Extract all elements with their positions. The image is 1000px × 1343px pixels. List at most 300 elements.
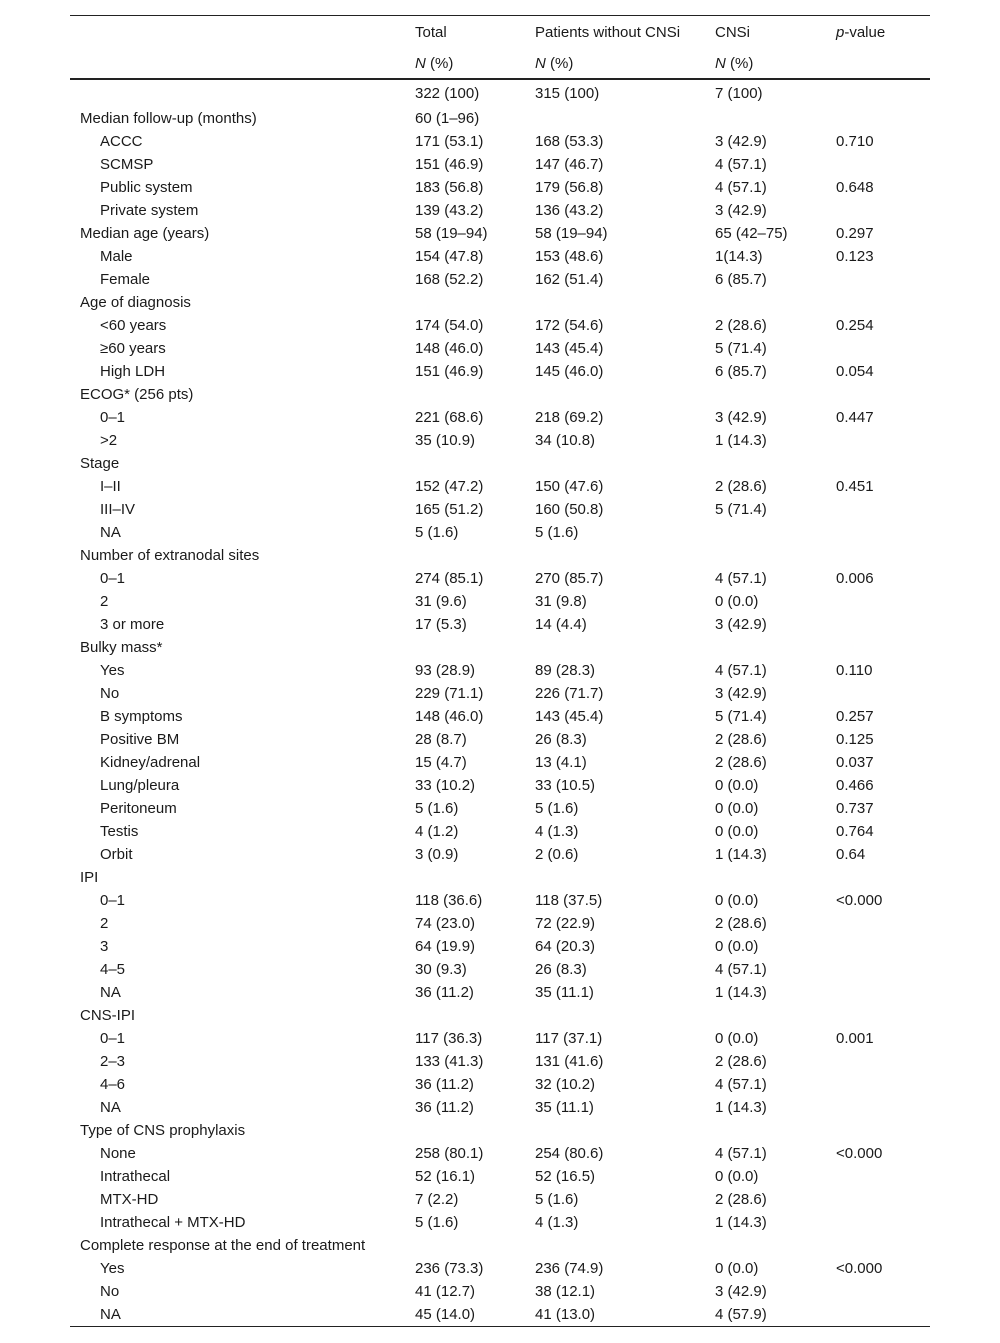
cell-cnsi xyxy=(715,107,836,130)
cell-without-cnsi: 5 (1.6) xyxy=(535,1191,579,1208)
cell-cnsi: 3 (42.9) xyxy=(715,1283,767,1300)
cell-without-cnsi: 218 (69.2) xyxy=(535,409,604,426)
cell-total: 117 (36.3) xyxy=(415,1030,483,1047)
cell-without-cnsi xyxy=(535,291,715,314)
cell-p-value xyxy=(836,291,930,314)
cell-total: 183 (56.8) xyxy=(415,179,484,196)
table-row xyxy=(70,1211,930,1234)
table-row xyxy=(70,728,930,751)
cell-without-cnsi: 118 (37.5) xyxy=(535,892,603,909)
cell-without-cnsi: 4 (1.3) xyxy=(535,823,579,840)
table-row xyxy=(70,1073,930,1096)
cell-cnsi: 2 (28.6) xyxy=(715,731,767,748)
cell-p-value: 0.054 xyxy=(836,363,874,380)
row-label: Bulky mass* xyxy=(80,639,163,656)
cell-total: 118 (36.6) xyxy=(415,892,483,909)
row-label: NA xyxy=(70,1303,415,1327)
row-label: NA xyxy=(100,984,121,1001)
cell-total xyxy=(415,1004,535,1027)
cell-p-value xyxy=(836,935,930,958)
cell-without-cnsi: 150 (47.6) xyxy=(535,478,604,495)
header-without-cnsi: Patients without CNSi xyxy=(535,23,681,41)
table-row xyxy=(70,958,930,981)
cell-p-value xyxy=(836,498,930,521)
cell-cnsi: 2 (28.6) xyxy=(715,478,767,495)
row-label: Stage xyxy=(80,455,120,472)
cell-without-cnsi: 26 (8.3) xyxy=(535,961,587,978)
header-units-cnsi xyxy=(715,48,836,79)
cell-p-value: 0.648 xyxy=(836,179,874,196)
row-label: Lung/pleura xyxy=(100,777,180,794)
cell-without-cnsi xyxy=(535,866,715,889)
table-row xyxy=(70,682,930,705)
cell-without-cnsi: 13 (4.1) xyxy=(535,754,587,771)
cell-cnsi: 7 (100) xyxy=(715,85,763,102)
row-label: 0–1 xyxy=(100,892,126,909)
cell-total: 174 (54.0) xyxy=(415,317,484,334)
row-label: Positive BM xyxy=(100,731,180,748)
table-row xyxy=(70,337,930,360)
row-label: ACCC xyxy=(100,133,143,150)
row-label: CNS-IPI xyxy=(80,1007,136,1024)
cell-without-cnsi: 168 (53.3) xyxy=(535,133,604,150)
cell-p-value xyxy=(836,452,930,475)
cell-p-value xyxy=(836,636,930,659)
table-row xyxy=(70,1188,930,1211)
cell-without-cnsi: 35 (11.1) xyxy=(535,984,594,1001)
cell-p-value xyxy=(836,1050,930,1073)
table-row xyxy=(70,429,930,452)
cell-p-value xyxy=(836,1211,930,1234)
cell-cnsi xyxy=(715,1004,836,1027)
cell-cnsi: 0 (0.0) xyxy=(715,892,759,909)
cell-without-cnsi: 226 (71.7) xyxy=(535,685,604,702)
cell-p-value xyxy=(836,199,930,222)
header-p-value xyxy=(836,16,930,48)
cell-p-value xyxy=(836,1119,930,1142)
row-label: 0–1 xyxy=(100,570,126,587)
table-row xyxy=(70,176,930,199)
row-label: Female xyxy=(100,271,151,288)
cell-cnsi: 5 (71.4) xyxy=(715,708,767,725)
cell-without-cnsi: 147 (46.7) xyxy=(535,156,604,173)
table-row xyxy=(70,475,930,498)
row-label: Median age (years) xyxy=(80,225,210,242)
cell-cnsi: 6 (85.7) xyxy=(715,271,767,288)
row-label: Complete response at the end of treatment xyxy=(80,1237,366,1254)
cell-without-cnsi: 172 (54.6) xyxy=(535,317,604,334)
characteristics-table xyxy=(70,15,930,1327)
cell-without-cnsi: 38 (12.1) xyxy=(535,1283,596,1300)
table-row xyxy=(70,1142,930,1165)
cell-total: 28 (8.7) xyxy=(415,731,467,748)
row-label: 2–3 xyxy=(100,1053,126,1070)
cell-cnsi: 4 (57.1) xyxy=(715,179,767,196)
cell-p-value: 0.64 xyxy=(836,846,866,863)
cell-without-cnsi xyxy=(535,1004,715,1027)
cell-total: 139 (43.2) xyxy=(415,202,484,219)
table-row xyxy=(70,268,930,291)
cell-without-cnsi: 143 (45.4) xyxy=(535,340,604,357)
cell-total: 58 (19–94) xyxy=(415,225,488,242)
cell-cnsi: 0 (0.0) xyxy=(715,777,759,794)
table-row xyxy=(70,79,930,107)
cell-total: 148 (46.0) xyxy=(415,708,484,725)
cell-cnsi: 1 (14.3) xyxy=(715,1099,767,1116)
table-row xyxy=(70,544,930,567)
cell-without-cnsi xyxy=(535,544,715,567)
cell-p-value xyxy=(836,981,930,1004)
cell-without-cnsi: 26 (8.3) xyxy=(535,731,587,748)
cell-total: 45 (14.0) xyxy=(415,1303,535,1327)
row-label: B symptoms xyxy=(100,708,183,725)
table-row xyxy=(70,222,930,245)
table-row xyxy=(70,567,930,590)
cell-total xyxy=(415,544,535,567)
cell-without-cnsi: 5 (1.6) xyxy=(535,800,579,817)
row-label: Testis xyxy=(100,823,139,840)
cell-without-cnsi: 64 (20.3) xyxy=(535,938,596,955)
cell-cnsi: 65 (42–75) xyxy=(715,225,788,242)
row-label: IPI xyxy=(80,869,99,886)
cell-p-value: 0.466 xyxy=(836,777,874,794)
table-row xyxy=(70,383,930,406)
cell-without-cnsi: 145 (46.0) xyxy=(535,363,604,380)
cell-total: 74 (23.0) xyxy=(415,915,476,932)
cell-cnsi: 0 (0.0) xyxy=(715,1168,759,1185)
cell-cnsi: 2 (28.6) xyxy=(715,1053,767,1070)
cell-without-cnsi: 236 (74.9) xyxy=(535,1260,604,1277)
cell-p-value: 0.451 xyxy=(836,478,874,495)
cell-without-cnsi xyxy=(535,452,715,475)
row-label: <60 years xyxy=(100,317,167,334)
cell-cnsi: 4 (57.1) xyxy=(715,662,767,679)
cell-cnsi: 4 (57.9) xyxy=(715,1303,836,1327)
row-label: ≥60 years xyxy=(100,340,166,357)
row-label: 2 xyxy=(100,915,109,932)
cell-without-cnsi: 143 (45.4) xyxy=(535,708,604,725)
cell-total: 93 (28.9) xyxy=(415,662,476,679)
cell-total: 165 (51.2) xyxy=(415,501,484,518)
table-row xyxy=(70,774,930,797)
cell-cnsi xyxy=(715,291,836,314)
cell-p-value xyxy=(836,521,930,544)
table-row xyxy=(70,889,930,912)
cell-cnsi xyxy=(715,544,836,567)
cell-p-value xyxy=(836,590,930,613)
cell-p-value: <0.000 xyxy=(836,1260,883,1277)
cell-p-value xyxy=(836,1188,930,1211)
cell-p-value: 0.297 xyxy=(836,225,874,242)
cell-cnsi: 4 (57.1) xyxy=(715,1145,767,1162)
header-p-rest: -value xyxy=(844,23,886,41)
table-row xyxy=(70,912,930,935)
table-row xyxy=(70,1280,930,1303)
cell-total: 154 (47.8) xyxy=(415,248,484,265)
cell-p-value xyxy=(836,1004,930,1027)
table-row xyxy=(70,107,930,130)
cell-without-cnsi xyxy=(535,1234,715,1257)
table-row xyxy=(70,981,930,1004)
table-row xyxy=(70,452,930,475)
cell-cnsi: 1 (14.3) xyxy=(715,984,767,1001)
row-label: MTX-HD xyxy=(100,1191,159,1208)
cell-p-value: <0.000 xyxy=(836,892,883,909)
cell-p-value xyxy=(836,1073,930,1096)
row-label: Intrathecal xyxy=(100,1168,171,1185)
cell-cnsi: 0 (0.0) xyxy=(715,1030,759,1047)
cell-total: 236 (73.3) xyxy=(415,1260,484,1277)
table-row xyxy=(70,199,930,222)
n-italic: N xyxy=(535,54,546,72)
cell-p-value: 0.125 xyxy=(836,731,874,748)
cell-cnsi: 3 (42.9) xyxy=(715,685,767,702)
table-row xyxy=(70,636,930,659)
n-italic: N xyxy=(415,54,426,72)
cell-cnsi: 2 (28.6) xyxy=(715,317,767,334)
cell-total: 151 (46.9) xyxy=(415,363,484,380)
table-row xyxy=(70,935,930,958)
cell-cnsi: 3 (42.9) xyxy=(715,202,767,219)
cell-total xyxy=(415,291,535,314)
table-row xyxy=(70,820,930,843)
row-label: 0–1 xyxy=(100,1030,126,1047)
cell-total: 31 (9.6) xyxy=(415,593,467,610)
table-row xyxy=(70,498,930,521)
cell-total xyxy=(415,452,535,475)
cell-without-cnsi: 153 (48.6) xyxy=(535,248,604,265)
cell-p-value: 0.737 xyxy=(836,800,874,817)
cell-total: 148 (46.0) xyxy=(415,340,484,357)
cell-cnsi: 0 (0.0) xyxy=(715,938,759,955)
table-row xyxy=(70,1027,930,1050)
cell-p-value xyxy=(836,1234,930,1257)
cell-p-value xyxy=(836,682,930,705)
n-rest: (%) xyxy=(725,54,754,72)
cell-p-value xyxy=(836,1165,930,1188)
cell-p-value xyxy=(836,383,930,406)
cell-p-value: 0.037 xyxy=(836,754,874,771)
cell-cnsi: 4 (57.1) xyxy=(715,156,767,173)
cell-total: 64 (19.9) xyxy=(415,938,476,955)
cell-without-cnsi: 2 (0.6) xyxy=(535,846,579,863)
cell-p-value xyxy=(836,337,930,360)
cell-without-cnsi: 14 (4.4) xyxy=(535,616,587,633)
row-label: No xyxy=(100,685,120,702)
table-row xyxy=(70,1119,930,1142)
cell-cnsi xyxy=(715,383,836,406)
cell-total xyxy=(415,636,535,659)
n-italic: N xyxy=(715,54,726,72)
cell-without-cnsi: 31 (9.8) xyxy=(535,593,587,610)
table-row xyxy=(70,659,930,682)
cell-p-value xyxy=(836,912,930,935)
row-label: III–IV xyxy=(100,501,136,518)
row-label: 2 xyxy=(100,593,109,610)
cell-total: 36 (11.2) xyxy=(415,984,474,1001)
cell-cnsi: 0 (0.0) xyxy=(715,800,759,817)
row-label: Yes xyxy=(100,662,125,679)
row-label: Public system xyxy=(100,179,193,196)
cell-cnsi xyxy=(715,636,836,659)
table-row xyxy=(70,153,930,176)
cell-without-cnsi: 117 (37.1) xyxy=(535,1030,603,1047)
cell-without-cnsi: 270 (85.7) xyxy=(535,570,604,587)
row-label: Peritoneum xyxy=(100,800,177,817)
cell-without-cnsi: 89 (28.3) xyxy=(535,662,596,679)
cell-cnsi: 1(14.3) xyxy=(715,248,763,265)
cell-without-cnsi: 58 (19–94) xyxy=(535,225,608,242)
table-row xyxy=(70,1004,930,1027)
row-label: Private system xyxy=(100,202,199,219)
row-label: SCMSP xyxy=(100,156,154,173)
cell-cnsi: 2 (28.6) xyxy=(715,754,767,771)
cell-total: 3 (0.9) xyxy=(415,846,459,863)
cell-p-value: 0.123 xyxy=(836,248,874,265)
cell-p-value xyxy=(836,268,930,291)
cell-cnsi: 3 (42.9) xyxy=(715,133,767,150)
header-row-titles xyxy=(70,16,930,48)
table-row xyxy=(70,245,930,268)
cell-p-value: 0.447 xyxy=(836,409,874,426)
cell-total: 35 (10.9) xyxy=(415,432,476,449)
cell-total: 151 (46.9) xyxy=(415,156,484,173)
cell-total: 30 (9.3) xyxy=(415,961,467,978)
cell-without-cnsi: 5 (1.6) xyxy=(535,524,579,541)
cell-p-value: 0.001 xyxy=(836,1030,874,1047)
cell-total: 152 (47.2) xyxy=(415,478,484,495)
row-label: Intrathecal + MTX-HD xyxy=(100,1214,246,1231)
cell-cnsi: 4 (57.1) xyxy=(715,570,767,587)
table-row xyxy=(70,521,930,544)
cell-p-value: 0.254 xyxy=(836,317,874,334)
cell-total: 5 (1.6) xyxy=(415,524,459,541)
row-label: No xyxy=(100,1283,120,1300)
cell-total: 168 (52.2) xyxy=(415,271,484,288)
cell-without-cnsi xyxy=(535,1119,715,1142)
row-label: 3 xyxy=(100,938,109,955)
cell-total: 4 (1.2) xyxy=(415,823,459,840)
cell-total: 221 (68.6) xyxy=(415,409,484,426)
row-label: ECOG* (256 pts) xyxy=(80,386,194,403)
row-label: 3 or more xyxy=(100,616,165,633)
cell-p-value: 0.006 xyxy=(836,570,874,587)
cell-cnsi: 6 (85.7) xyxy=(715,363,767,380)
table-row xyxy=(70,1165,930,1188)
cell-total: 274 (85.1) xyxy=(415,570,484,587)
cell-total: 36 (11.2) xyxy=(415,1076,474,1093)
cell-total: 17 (5.3) xyxy=(415,616,467,633)
cell-cnsi: 4 (57.1) xyxy=(715,961,767,978)
row-label xyxy=(70,79,415,107)
table-row xyxy=(70,314,930,337)
cell-cnsi: 0 (0.0) xyxy=(715,593,759,610)
table-row xyxy=(70,590,930,613)
header-units-p xyxy=(836,48,930,79)
table-row xyxy=(70,130,930,153)
table-row xyxy=(70,1234,930,1257)
cell-total: 171 (53.1) xyxy=(415,133,484,150)
cell-cnsi xyxy=(715,866,836,889)
cell-without-cnsi xyxy=(535,636,715,659)
row-label: NA xyxy=(100,1099,121,1116)
cell-total: 5 (1.6) xyxy=(415,1214,459,1231)
row-label: NA xyxy=(100,524,121,541)
cell-total: 258 (80.1) xyxy=(415,1145,484,1162)
table-row xyxy=(70,705,930,728)
cell-p-value xyxy=(836,153,930,176)
cell-without-cnsi: 136 (43.2) xyxy=(535,202,604,219)
cell-total: 322 (100) xyxy=(415,85,480,102)
cell-without-cnsi: 41 (13.0) xyxy=(535,1303,715,1327)
row-label: 4–5 xyxy=(100,961,126,978)
cell-cnsi xyxy=(715,1119,836,1142)
cell-cnsi: 4 (57.1) xyxy=(715,1076,767,1093)
header-row-units xyxy=(70,48,930,79)
row-label: Kidney/adrenal xyxy=(100,754,201,771)
cell-cnsi xyxy=(715,521,836,544)
row-label: I–II xyxy=(100,478,121,495)
cell-cnsi: 2 (28.6) xyxy=(715,1191,767,1208)
cell-p-value: 0.710 xyxy=(836,133,874,150)
cell-p-value xyxy=(836,613,930,636)
cell-total xyxy=(415,1119,535,1142)
cell-p-value xyxy=(836,866,930,889)
cell-p-value: 0.257 xyxy=(836,708,874,725)
cell-p-value xyxy=(836,79,930,107)
table-row xyxy=(70,1257,930,1280)
n-rest: (%) xyxy=(425,54,454,72)
table-row xyxy=(70,1050,930,1073)
cell-p-value xyxy=(836,1303,930,1327)
cell-without-cnsi: 52 (16.5) xyxy=(535,1168,596,1185)
row-label: >2 xyxy=(100,432,118,449)
row-label: None xyxy=(100,1145,136,1162)
row-label: 0–1 xyxy=(100,409,126,426)
cell-without-cnsi: 179 (56.8) xyxy=(535,179,604,196)
cell-cnsi: 1 (14.3) xyxy=(715,432,767,449)
cell-cnsi: 5 (71.4) xyxy=(715,501,767,518)
cell-total: 60 (1–96) xyxy=(415,110,480,127)
table-row xyxy=(70,797,930,820)
cell-p-value xyxy=(836,544,930,567)
cell-without-cnsi: 254 (80.6) xyxy=(535,1145,604,1162)
cell-total: 133 (41.3) xyxy=(415,1053,484,1070)
table-row xyxy=(70,1096,930,1119)
cell-total xyxy=(415,383,535,406)
header-cnsi: CNSi xyxy=(715,23,751,41)
header-units-total xyxy=(415,48,535,79)
cell-total: 229 (71.1) xyxy=(415,685,484,702)
cell-p-value: 0.764 xyxy=(836,823,874,840)
cell-cnsi xyxy=(715,452,836,475)
cell-without-cnsi: 160 (50.8) xyxy=(535,501,604,518)
cell-cnsi xyxy=(715,1234,836,1257)
table-row xyxy=(70,751,930,774)
header-empty xyxy=(70,16,415,48)
cell-without-cnsi: 35 (11.1) xyxy=(535,1099,594,1116)
cell-total: 52 (16.1) xyxy=(415,1168,476,1185)
cell-total: 7 (2.2) xyxy=(415,1191,459,1208)
table-row xyxy=(70,866,930,889)
cell-without-cnsi xyxy=(535,383,715,406)
row-label: Age of diagnosis xyxy=(80,294,191,311)
cell-p-value xyxy=(836,429,930,452)
cell-p-value: <0.000 xyxy=(836,1145,883,1162)
cell-without-cnsi: 4 (1.3) xyxy=(535,1214,579,1231)
cell-p-value xyxy=(836,107,930,130)
cell-total: 33 (10.2) xyxy=(415,777,476,794)
